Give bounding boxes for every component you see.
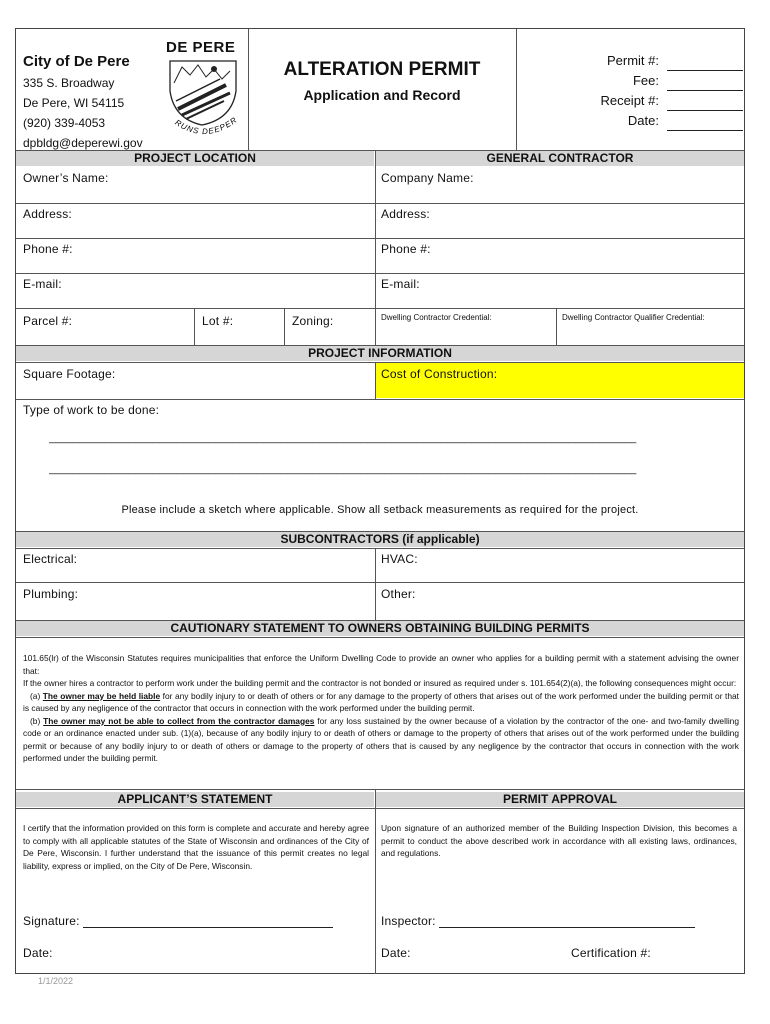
owner-phone-field[interactable]: Phone #: <box>23 242 73 256</box>
rule <box>16 789 744 790</box>
type-of-work-line-2[interactable]: ________________________________________________________________________________________________ <box>49 463 637 475</box>
inspector-row[interactable] <box>381 914 695 928</box>
office-date-field[interactable] <box>667 117 743 131</box>
logo-tagline: RUNS DEEPER <box>173 115 240 137</box>
signature-label: Signature: <box>23 914 80 928</box>
signature-row[interactable] <box>23 914 333 928</box>
cost-of-construction-field[interactable]: Cost of Construction: <box>381 367 498 381</box>
certification-field[interactable]: Certification #: <box>571 946 651 960</box>
cautionary-consequences: If the owner hires a contractor to perform work under the building permit and the contractor is not bonded or insured as required under s. 101.654(2)(a), the following consequences might occur: <box>23 678 737 688</box>
applicant-statement-text: I certify that the information provided on this form is complete and accurate and hereby agree to comply with all applicable statutes of the State of Wisconsin and ordinances of the City of De Pere, Wisconsin. I further understand that the issuance of this permit creates no legal liability, express or implied, on the City of De Pere, Wisconsin. <box>23 823 369 871</box>
fee-label: Fee: <box>632 73 659 88</box>
revision-date: 1/1/2022 <box>38 976 74 986</box>
form-title: ALTERATION PERMIT <box>283 59 481 80</box>
rule <box>16 808 744 809</box>
contractor-address-field[interactable]: Address: <box>381 207 430 221</box>
owner-name-field[interactable]: Owner’s Name: <box>23 171 109 185</box>
contractor-phone-field[interactable]: Phone #: <box>381 242 431 256</box>
company-name-field[interactable]: Company Name: <box>381 171 474 185</box>
applicant-statement-heading: APPLICANT’S STATEMENT <box>16 792 374 807</box>
owner-address-field[interactable]: Address: <box>23 207 72 221</box>
receipt-label: Receipt #: <box>600 93 659 108</box>
type-of-work-label: Type of work to be done: <box>23 403 160 417</box>
parcel-field[interactable]: Parcel #: <box>23 314 73 328</box>
permit-approval-heading: PERMIT APPROVAL <box>376 792 744 807</box>
city-email: dpbldg@deperewi.gov <box>23 136 143 150</box>
rule <box>16 308 744 309</box>
rule <box>16 548 744 549</box>
approval-date-field[interactable]: Date: <box>381 946 411 960</box>
hvac-field[interactable]: HVAC: <box>381 552 418 566</box>
cautionary-statement <box>23 652 739 765</box>
rule <box>16 399 744 400</box>
rule <box>16 582 744 583</box>
fee-field[interactable] <box>667 77 743 91</box>
city-phone: (920) 339-4053 <box>23 116 106 130</box>
cautionary-item-b <box>23 715 739 765</box>
logo-wordmark: DE PERE <box>166 39 236 56</box>
fee-row[interactable] <box>521 71 743 91</box>
header-divider-right <box>516 29 517 150</box>
rule <box>16 637 744 638</box>
subcontractors-heading: SUBCONTRACTORS (if applicable) <box>16 532 744 547</box>
dwelling-credential-field[interactable]: Dwelling Contractor Credential: <box>381 313 492 322</box>
receipt-field[interactable] <box>667 97 743 111</box>
item-b-emphasis: The owner may not be able to collect from the contractor damages <box>43 715 315 726</box>
inspector-field[interactable] <box>439 915 695 928</box>
project-information-heading: PROJECT INFORMATION <box>16 346 744 361</box>
square-footage-field[interactable]: Square Footage: <box>23 367 116 381</box>
form-subtitle: Application and Record <box>303 87 461 103</box>
applicant-date-field[interactable]: Date: <box>23 946 53 960</box>
rule <box>556 308 557 345</box>
qualifier-credential-field[interactable]: Dwelling Contractor Qualifier Credential: <box>562 313 705 322</box>
general-contractor-heading: GENERAL CONTRACTOR <box>376 151 744 166</box>
rule <box>284 308 285 345</box>
cautionary-item-a <box>23 690 739 715</box>
permit-approval-text: Upon signature of an authorized member of the Building Inspection Division, this becomes a permit to conduct the above described work in accordance with all existing laws, ordinances, and regulations. <box>381 823 737 858</box>
plumbing-field[interactable]: Plumbing: <box>23 587 79 601</box>
item-a-prefix: (a) <box>30 690 41 701</box>
rule <box>16 238 744 239</box>
city-citystate: De Pere, WI 54115 <box>23 96 125 110</box>
svg-text:RUNS DEEPER <box>173 115 239 136</box>
permit-number-row[interactable] <box>521 51 743 71</box>
logo-tagline-arc <box>164 39 244 139</box>
office-use-box <box>521 51 743 131</box>
office-date-row[interactable] <box>521 111 743 131</box>
project-location-heading: PROJECT LOCATION <box>16 151 374 166</box>
city-name: City of De Pere <box>23 53 130 70</box>
rule <box>375 790 376 974</box>
rule <box>194 308 195 345</box>
office-date-label: Date: <box>627 113 659 128</box>
cautionary-heading: CAUTIONARY STATEMENT TO OWNERS OBTAINING BUILDING PERMITS <box>16 621 744 636</box>
inspector-label: Inspector: <box>381 914 436 928</box>
rule <box>375 548 376 620</box>
cautionary-intro: 101.65(lr) of the Wisconsin Statutes requires municipalities that enforce the Uniform Dwelling Code to provide an owner who applies for a building permit with a statement advising the owner that: <box>23 653 739 676</box>
signature-field[interactable] <box>83 915 333 928</box>
item-b-prefix: (b) <box>30 715 41 726</box>
item-b-text: for any loss sustained by the owner because of a violation by the contractor of the one- and two-family dwelling code or an ordinance enacted under sub. (1)(a), because of any bodily injury to or death of others or damage to the property of others that arises out of the work performed under the building permit or because of any bodily injury to or death of others or damage to the property of others that is caused by any negligence by the contractor that occurs in connection with the work performed under the building permit. <box>23 715 739 763</box>
rule <box>16 273 744 274</box>
permit-form <box>15 28 745 974</box>
type-of-work-line-1[interactable]: ________________________________________________________________________________________________ <box>49 432 637 444</box>
contractor-email-field[interactable]: E-mail: <box>381 277 420 291</box>
item-a-text: for any bodily injury to or death of others or for any damage to the property of others that arises out of the work performed under the building permit or that is caused by any negligence of the contractor that occurs in connection with the work performed under the building permit. <box>23 690 739 713</box>
lot-field[interactable]: Lot #: <box>202 314 234 328</box>
other-field[interactable]: Other: <box>381 587 416 601</box>
column-divider <box>375 150 376 345</box>
item-a-emphasis: The owner may be held liable <box>42 690 161 701</box>
permit-number-label: Permit #: <box>606 53 659 68</box>
zoning-field[interactable]: Zoning: <box>292 314 334 328</box>
owner-email-field[interactable]: E-mail: <box>23 277 62 291</box>
rule <box>16 203 744 204</box>
receipt-row[interactable] <box>521 91 743 111</box>
de-pere-logo <box>164 39 244 139</box>
sketch-note: Please include a sketch where applicable. Show all setback measurements as required for the project. <box>121 504 639 516</box>
electrical-field[interactable]: Electrical: <box>23 552 78 566</box>
city-address-block <box>23 73 143 153</box>
permit-number-field[interactable] <box>667 57 743 71</box>
city-street: 335 S. Broadway <box>23 76 115 90</box>
